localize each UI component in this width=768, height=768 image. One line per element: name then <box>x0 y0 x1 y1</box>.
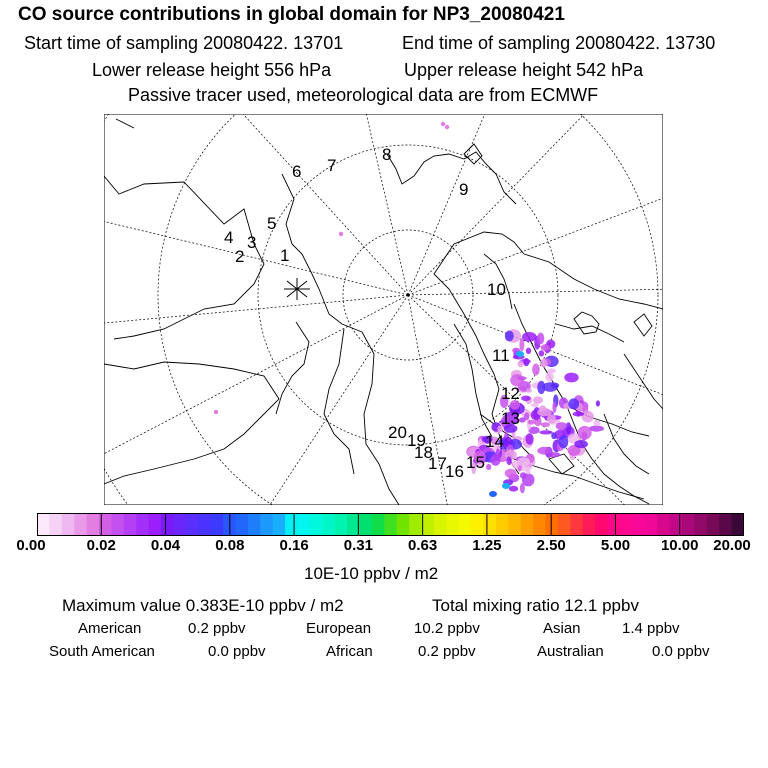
concentration-patch <box>491 454 501 466</box>
colorbar-tick-label: 2.50 <box>536 537 566 554</box>
concentration-patch <box>545 372 554 381</box>
colorbar-cell <box>620 513 633 536</box>
trajectory-label-9: 9 <box>459 180 469 199</box>
american-label: American <box>78 620 142 637</box>
colorbar-cell <box>719 513 732 536</box>
colorbar-tick-label: 0.63 <box>408 537 438 554</box>
concentration-patch <box>520 483 525 493</box>
concentration-patch <box>541 422 550 427</box>
upper-release-height: Upper release height 542 hPa <box>404 60 644 80</box>
colorbar-tick-label: 0.16 <box>279 537 309 554</box>
colorbar-cell <box>136 513 149 536</box>
colorbar-cell <box>732 513 744 536</box>
plot-title: CO source contributions in global domain for NP3_20080421 <box>18 4 565 25</box>
south-american-value: 0.0 ppbv <box>208 643 266 660</box>
colorbar-cell <box>149 513 162 536</box>
concentration-patch <box>582 411 594 423</box>
concentration-peak <box>489 491 497 497</box>
american-value: 0.2 ppbv <box>188 620 246 637</box>
colorbar-cell <box>186 513 199 536</box>
australian-label: Australian <box>537 643 604 660</box>
colorbar-cell <box>422 513 435 536</box>
concentration-peak <box>502 483 510 489</box>
colorbar-cell <box>384 513 397 536</box>
concentration-patch <box>556 422 568 430</box>
colorbar-tick-label: 20.00 <box>713 537 751 554</box>
release-point-marker <box>284 278 310 300</box>
colorbar-cell <box>670 513 683 536</box>
colorbar-cell <box>694 513 707 536</box>
colorbar-cell <box>645 513 658 536</box>
concentration-patch <box>509 486 518 492</box>
colorbar-cell <box>198 513 211 536</box>
colorbar <box>37 513 744 536</box>
colorbar-cell <box>124 513 137 536</box>
colorbar-cell <box>471 513 484 536</box>
european-label: European <box>306 620 372 637</box>
concentration-speck <box>214 410 218 414</box>
colorbar-tick-label: 1.25 <box>472 537 502 554</box>
colorbar-cell <box>74 513 87 536</box>
trajectory-label-10: 10 <box>487 280 506 299</box>
concentration-patch <box>537 333 544 345</box>
concentration-patch <box>518 360 524 367</box>
concentration-patch <box>547 414 556 423</box>
concentration-patch <box>533 396 543 403</box>
trajectory-label-13: 13 <box>501 409 520 428</box>
trajectory-label-4: 4 <box>224 228 234 247</box>
colorbar-tick-label: 10.00 <box>660 537 699 554</box>
concentration-patch <box>526 348 531 354</box>
colorbar-tick-label: 0.31 <box>343 537 373 554</box>
trajectory-label-19: 19 <box>407 431 426 450</box>
concentration-patch <box>505 331 514 342</box>
colorbar-cell <box>260 513 273 536</box>
concentration-patch <box>539 405 546 411</box>
concentration-patch <box>559 435 569 448</box>
colorbar-tick-label: 5.00 <box>600 537 631 554</box>
colorbar-cell <box>508 513 521 536</box>
concentration-patch <box>540 359 547 368</box>
colorbar-cell <box>459 513 472 536</box>
colorbar-cell <box>632 513 645 536</box>
concentration-patch <box>526 388 532 392</box>
concentration-patch <box>552 402 556 413</box>
colorbar-cell <box>335 513 348 536</box>
colorbar-cell <box>570 513 583 536</box>
concentration-patch <box>548 452 561 457</box>
australian-value: 0.0 ppbv <box>652 643 710 660</box>
total-mixing-ratio: Total mixing ratio 12.1 ppbv <box>432 596 639 615</box>
trajectory-label-1: 1 <box>280 246 290 265</box>
concentration-patch <box>578 426 592 440</box>
concentration-patch <box>596 400 600 406</box>
colorbar-cell <box>446 513 459 536</box>
colorbar-cell <box>87 513 100 536</box>
end-time: End time of sampling 20080422. 13730 <box>402 33 716 53</box>
south-american-label: South American <box>49 643 155 660</box>
concentration-patch <box>506 457 511 466</box>
colorbar-cell <box>608 513 621 536</box>
concentration-patch <box>521 396 531 402</box>
african-value: 0.2 ppbv <box>418 643 476 660</box>
colorbar-cell <box>533 513 546 536</box>
trajectory-label-3: 3 <box>247 233 257 252</box>
asian-label: Asian <box>543 620 581 637</box>
trajectory-label-11: 11 <box>492 346 510 365</box>
trajectory-label-6: 6 <box>292 162 302 181</box>
colorbar-tick-label: 0.02 <box>86 537 116 554</box>
concentration-patch <box>541 344 550 351</box>
colorbar-tick-label: 0.08 <box>215 537 245 554</box>
concentration-patch <box>573 412 585 417</box>
concentration-speck <box>339 232 343 236</box>
colorbar-cell <box>273 513 286 536</box>
start-time: Start time of sampling 20080422. 13701 <box>24 33 344 53</box>
colorbar-tick-label: 0.00 <box>16 537 46 554</box>
colorbar-cell <box>49 513 62 536</box>
concentration-patch <box>526 469 531 474</box>
trajectory-label-8: 8 <box>382 145 392 164</box>
colorbar-cell <box>546 513 559 536</box>
concentration-patch <box>505 469 517 478</box>
colorbar-cell <box>248 513 261 536</box>
colorbar-tick-label: 0.04 <box>150 537 181 554</box>
trajectory-label-7: 7 <box>327 156 337 175</box>
colorbar-cell <box>211 513 224 536</box>
tracer-note: Passive tracer used, meteorological data are from ECMWF <box>128 85 599 105</box>
colorbar-cell <box>682 513 695 536</box>
concentration-patch <box>526 433 534 444</box>
colorbar-cell <box>657 513 670 536</box>
concentration-patch <box>551 383 560 389</box>
trajectory-label-16: 16 <box>445 462 464 481</box>
concentration-patch <box>486 464 491 470</box>
colorbar-cell <box>707 513 720 536</box>
concentration-speck <box>441 122 445 126</box>
colorbar-cell <box>359 513 372 536</box>
maximum-value: Maximum value 0.383E-10 ppbv / m2 <box>62 596 344 615</box>
trajectory-label-12: 12 <box>501 384 520 403</box>
polar-map <box>104 114 663 505</box>
concentration-patch <box>532 364 540 376</box>
colorbar-cell <box>397 513 410 536</box>
concentration-peak <box>516 351 524 357</box>
colorbar-cell <box>322 513 335 536</box>
colorbar-cell <box>558 513 571 536</box>
african-label: African <box>326 643 373 660</box>
trajectory-label-18: 18 <box>414 443 433 462</box>
concentration-patch <box>539 350 545 356</box>
trajectory-label-14: 14 <box>485 432 504 451</box>
colorbar-cell <box>595 513 608 536</box>
colorbar-cell <box>496 513 509 536</box>
trajectory-label-2: 2 <box>235 247 245 266</box>
concentration-speck <box>445 125 449 129</box>
concentration-patch <box>519 338 524 351</box>
colorbar-cell <box>521 513 534 536</box>
trajectory-label-17: 17 <box>428 454 447 473</box>
colorbar-cell <box>310 513 323 536</box>
colorbar-cell <box>235 513 248 536</box>
colorbar-cell <box>409 513 422 536</box>
colorbar-cell <box>372 513 385 536</box>
concentration-patch <box>518 376 527 380</box>
colorbar-cell <box>285 513 298 536</box>
trajectory-label-20: 20 <box>388 423 407 442</box>
european-value: 10.2 ppbv <box>414 620 480 637</box>
concentration-patch <box>517 457 530 466</box>
colorbar-cell <box>583 513 596 536</box>
colorbar-cell <box>173 513 186 536</box>
concentration-patch <box>568 398 579 409</box>
concentration-patch <box>539 430 552 434</box>
colorbar-cell <box>111 513 124 536</box>
asian-value: 1.4 ppbv <box>622 620 680 637</box>
lower-release-height: Lower release height 556 hPa <box>92 60 332 80</box>
concentration-patch <box>574 440 588 448</box>
colorbar-unit: 10E-10 ppbv / m2 <box>304 564 439 583</box>
colorbar-cell <box>297 513 310 536</box>
colorbar-cell <box>161 513 174 536</box>
colorbar-cell <box>484 513 497 536</box>
concentration-patch <box>594 420 601 426</box>
concentration-patch <box>564 373 578 383</box>
trajectory-label-15: 15 <box>466 453 485 472</box>
colorbar-cell <box>434 513 447 536</box>
trajectory-label-5: 5 <box>267 214 277 233</box>
colorbar-cell <box>37 513 50 536</box>
colorbar-cell <box>62 513 75 536</box>
concentration-patch <box>528 420 536 425</box>
